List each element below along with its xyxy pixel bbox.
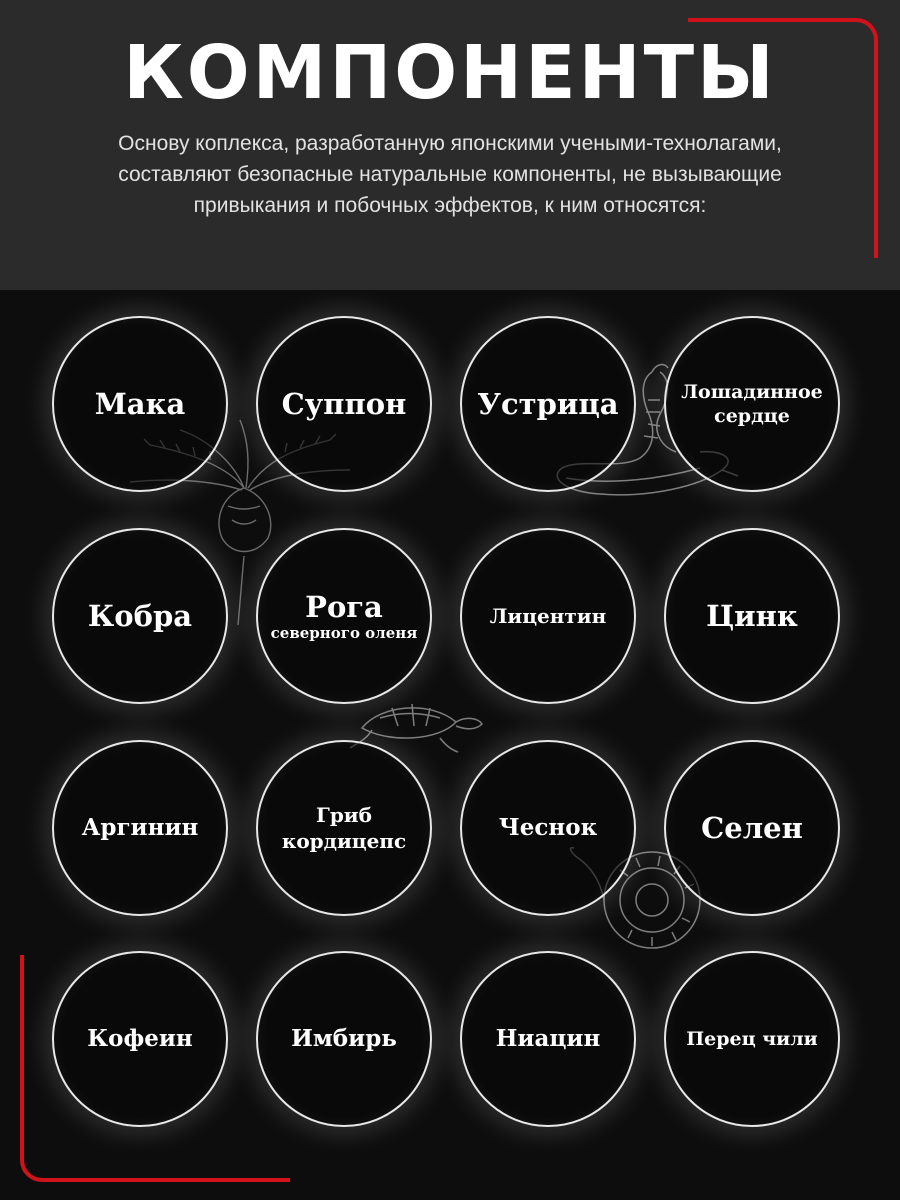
component-horse-heart: [664, 316, 840, 492]
component-arginine: [52, 740, 228, 916]
component-label: Ниацин: [495, 1025, 601, 1053]
component-label: Кофеин: [87, 1025, 193, 1053]
component-garlic: [460, 740, 636, 916]
component-oyster: [460, 316, 636, 492]
component-reindeer-antlers: [256, 528, 432, 704]
component-label: Кобра: [87, 598, 193, 633]
component-label: Лошадинное сердце: [681, 381, 823, 427]
component-label: Суппон: [281, 387, 407, 421]
component-cordyceps: [256, 740, 432, 916]
page-subtitle: [40, 128, 860, 221]
subtitle-line: составляют безопасные натуральные компоненты, не вызывающие: [118, 163, 782, 186]
components-grid: [52, 316, 852, 1136]
component-cobra: [52, 528, 228, 704]
component-caffeine: [52, 951, 228, 1127]
component-sublabel: северного оленя: [270, 623, 418, 642]
component-label: Лицентин: [489, 603, 607, 628]
component-label: Аргинин: [81, 813, 199, 841]
subtitle-line: привыкания и побочных эффектов, к ним относятся:: [193, 194, 707, 217]
component-ginger: [256, 951, 432, 1127]
component-maca: [52, 316, 228, 492]
component-niacin: [460, 951, 636, 1127]
component-label: Мака: [94, 387, 186, 421]
subtitle-line: Основу коплекса, разработанную японскими учеными-технолагами,: [118, 132, 782, 155]
component-label: Имбирь: [291, 1025, 397, 1053]
component-label: Селен: [701, 810, 803, 845]
component-licentin: [460, 528, 636, 704]
component-label: Устрица: [477, 387, 619, 421]
component-label: Чеснок: [498, 813, 598, 841]
page-title: КОМПОНЕНТЫ: [123, 30, 777, 116]
component-label: Рога: [305, 589, 383, 624]
component-chili-pepper: [664, 951, 840, 1127]
component-suppon: [256, 316, 432, 492]
component-label: Перец чили: [686, 1028, 818, 1051]
component-zinc: [664, 528, 840, 704]
component-selenium: [664, 740, 840, 916]
component-label: Цинк: [706, 598, 798, 633]
component-label: Гриб кордицепс: [281, 802, 407, 853]
